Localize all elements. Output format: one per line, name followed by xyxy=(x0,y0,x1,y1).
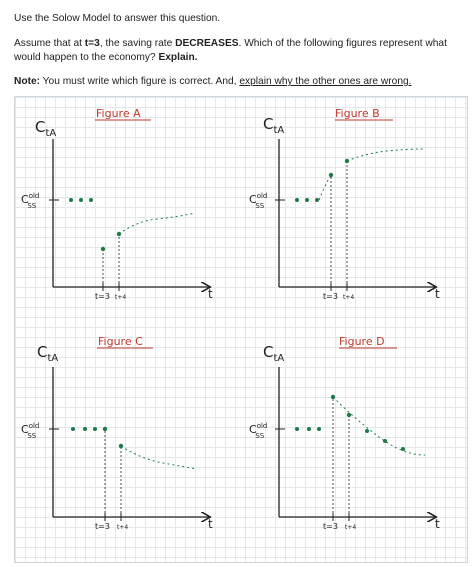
figure-d-point xyxy=(307,427,311,431)
figure-a-xlabel: t xyxy=(208,287,213,301)
figure-b-jump-path xyxy=(319,175,331,200)
figure-b-title: Figure B xyxy=(335,107,380,120)
figure-d-xlabel: t xyxy=(435,517,440,531)
figure-c-points xyxy=(71,427,123,448)
figures-svg xyxy=(15,97,467,562)
figure-a-ss-label: $C^{old}$ SS xyxy=(21,192,40,210)
figure-a-point xyxy=(101,247,105,251)
question-note xyxy=(14,75,412,89)
figure-b-point xyxy=(295,198,299,202)
figure-b-t3-label: t=3 xyxy=(323,292,338,301)
figures-panel xyxy=(14,96,468,563)
figure-d-points xyxy=(295,395,405,451)
figure-d-point xyxy=(401,447,405,451)
figure-b-ylabel: $C_{tA}$ xyxy=(263,115,285,136)
figure-c-xlabel: t xyxy=(208,517,213,531)
figure-c-path xyxy=(121,446,197,469)
figure-c-point xyxy=(71,427,75,431)
figure-a-t3-label: t=3 xyxy=(95,292,110,301)
figure-c-t3-label: t=3 xyxy=(95,522,110,531)
figure-d-t4-label: t+4 xyxy=(345,524,357,531)
figure-b-points xyxy=(295,159,349,202)
prompt-text-c: . Which of the following figures represent what would happen to the economy? xyxy=(14,38,447,63)
figure-a-points xyxy=(69,198,121,251)
figure-d-path xyxy=(333,397,425,455)
figure-d-ss-label: $C^{old}$ SS xyxy=(249,422,268,440)
figure-b-path xyxy=(347,149,423,161)
prompt-t3: t=3 xyxy=(84,38,100,49)
figure-a-point xyxy=(69,198,73,202)
figure-b xyxy=(249,107,440,301)
figure-a xyxy=(21,107,213,301)
figure-a-ylabel: $C_{tA}$ xyxy=(35,118,57,139)
figure-b-point xyxy=(305,198,309,202)
figure-c-ylabel: $C_{tA}$ xyxy=(37,343,59,364)
figure-b-ss-label: $C^{old}$ SS xyxy=(249,192,268,210)
figure-d-t3-label: t=3 xyxy=(323,522,338,531)
figure-c-point xyxy=(83,427,87,431)
note-label: Note: xyxy=(14,76,41,87)
figure-c-title: Figure C xyxy=(98,335,143,348)
figure-d-point xyxy=(317,427,321,431)
figure-b-point xyxy=(329,173,333,177)
figure-a-point xyxy=(79,198,83,202)
figure-d-point xyxy=(365,429,369,433)
question-line1: Use the Solow Model to answer this question. xyxy=(14,13,221,24)
prompt-text-a: Assume that at xyxy=(14,38,85,49)
prompt-decreases: DECREASES xyxy=(175,38,239,49)
figure-c-point xyxy=(103,427,107,431)
figure-a-point xyxy=(89,198,93,202)
figure-c xyxy=(21,335,213,531)
figure-c-ss-label: $C^{old}$ SS xyxy=(21,422,40,440)
figure-d-title: Figure D xyxy=(339,335,385,348)
figure-c-t4-label: t+4 xyxy=(117,524,129,531)
figure-a-title: Figure A xyxy=(96,107,141,120)
figure-a-t4-label: t+4 xyxy=(115,294,127,301)
figure-d-ylabel: $C_{tA}$ xyxy=(263,343,285,364)
figure-d xyxy=(249,335,440,531)
figure-d-point xyxy=(347,413,351,417)
question-intro xyxy=(14,12,220,26)
figure-b-xlabel: t xyxy=(435,287,440,301)
prompt-explain: Explain. xyxy=(158,52,198,63)
figure-a-path xyxy=(119,213,195,234)
figure-d-point xyxy=(383,439,387,443)
figure-c-point xyxy=(93,427,97,431)
figure-b-point xyxy=(315,198,319,202)
prompt-text-b: , the saving rate xyxy=(99,38,176,49)
question-prompt xyxy=(14,37,464,65)
figure-d-point xyxy=(295,427,299,431)
note-text-b: explain why the other ones are wrong. xyxy=(239,76,412,87)
figure-b-t4-label: t+4 xyxy=(343,294,355,301)
note-text-a: You must write which figure is correct. And, xyxy=(40,76,240,87)
